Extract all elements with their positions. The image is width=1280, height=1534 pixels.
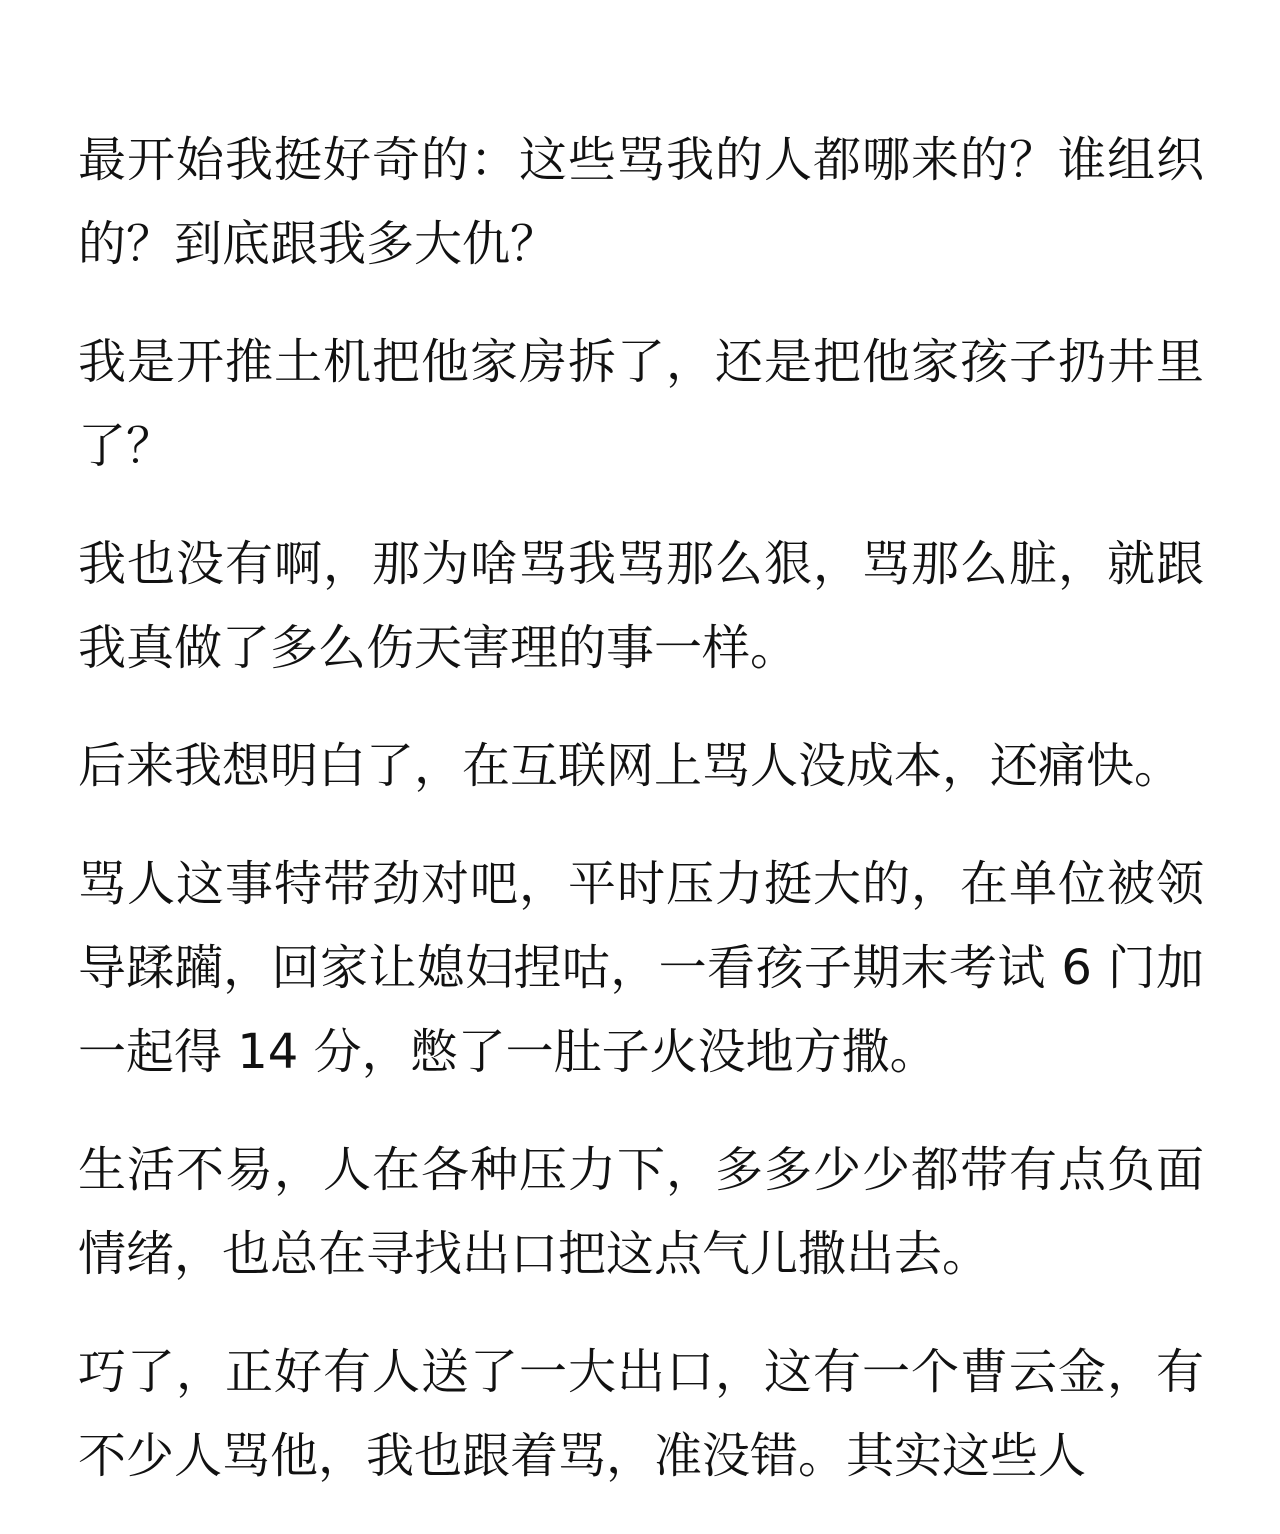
paragraph-2: 我是开推土机把他家房拆了，还是把他家孩子扔井里了？ [78, 334, 1204, 474]
article-body [78, 118, 1204, 1532]
paragraph-4: 后来我想明白了，在互联网上骂人没成本，还痛快。 [78, 738, 1183, 794]
paragraph-1: 最开始我挺好奇的：这些骂我的人都哪来的？谁组织的？到底跟我多大仇？ [78, 132, 1204, 272]
paragraph-7: 巧了，正好有人送了一大出口，这有一个曹云金，有不少人骂他，我也跟着骂，准没错。其实这些人 [78, 1344, 1204, 1484]
paragraph-5: 骂人这事特带劲对吧，平时压力挺大的，在单位被领导蹂躏，回家让媳妇捏咕，一看孩子期末考试 6 门加一起得 14 分，憋了一肚子火没地方撒。 [78, 856, 1204, 1080]
paragraph-3: 我也没有啊，那为啥骂我骂那么狠，骂那么脏，就跟我真做了多么伤天害理的事一样。 [78, 536, 1204, 676]
paragraph-6: 生活不易，人在各种压力下，多多少少都带有点负面情绪，也总在寻找出口把这点气儿撒出去。 [78, 1142, 1204, 1282]
